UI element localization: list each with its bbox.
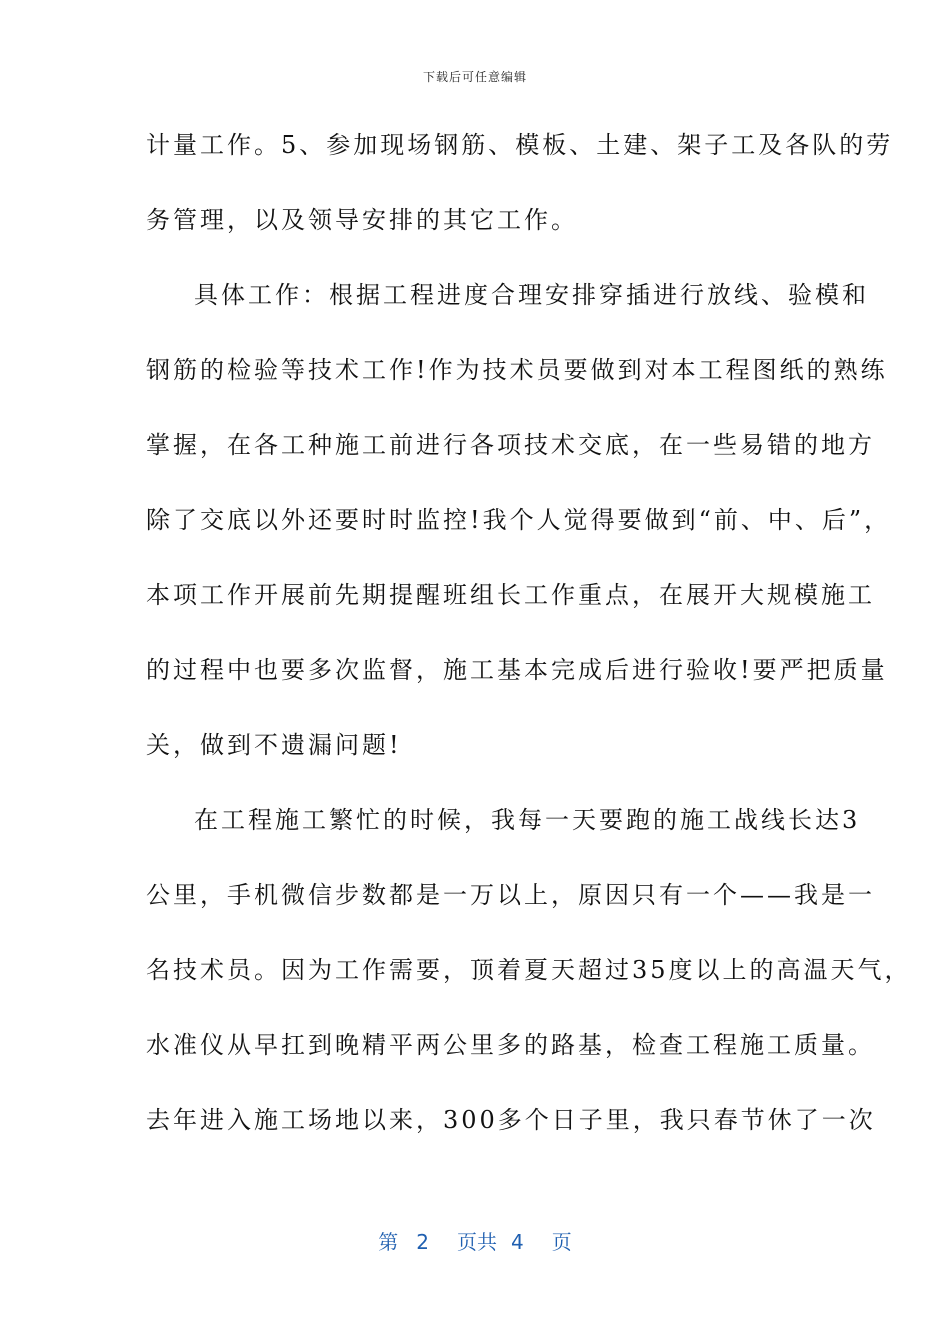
text-line: 本项工作开展前先期提醒班组长工作重点，在展开大规模施工 [146,581,875,609]
text-line: 计量工作。5、参加现场钢筋、模板、土建、架子工及各队的劳 [146,131,894,159]
paragraph-start-line: 在工程施工繁忙的时候，我每一天要跑的施工战线长达3 [194,806,861,834]
text-line: 水准仪从早扛到晚精平两公里多的路基，检查工程施工质量。 [146,1031,875,1059]
text-line: 去年进入施工场地以来，300多个日子里，我只春节休了一次 [146,1106,876,1134]
page-middle: 页共 [457,1230,497,1254]
total-page-number: 4 [511,1230,524,1254]
text-line: 除了交底以外还要时时监控!我个人觉得要做到“前、中、后”， [146,506,892,534]
text-line: 钢筋的检验等技术工作!作为技术员要做到对本工程图纸的熟练 [146,356,888,384]
page-prefix: 第 [378,1230,399,1254]
text-line: 公里，手机微信步数都是一万以上，原因只有一个——我是一 [146,881,875,909]
text-line: 名技术员。因为工作需要，顶着夏天超过35度以上的高温天气， [146,956,912,984]
current-page-number: 2 [416,1230,429,1254]
paragraph-start-line: 具体工作：根据工程进度合理安排穿插进行放线、验模和 [194,281,869,309]
page-suffix: 页 [551,1230,572,1254]
text-line: 掌握，在各工种施工前进行各项技术交底，在一些易错的地方 [146,431,875,459]
text-line: 关，做到不遗漏问题! [146,731,402,759]
body-text [146,120,912,1170]
text-line: 的过程中也要多次监督，施工基本完成后进行验收!要严把质量 [146,656,888,684]
header-note: 下载后可任意编辑 [422,70,527,84]
text-line: 务管理，以及领导安排的其它工作。 [146,206,578,234]
page-number-footer [0,1226,950,1255]
